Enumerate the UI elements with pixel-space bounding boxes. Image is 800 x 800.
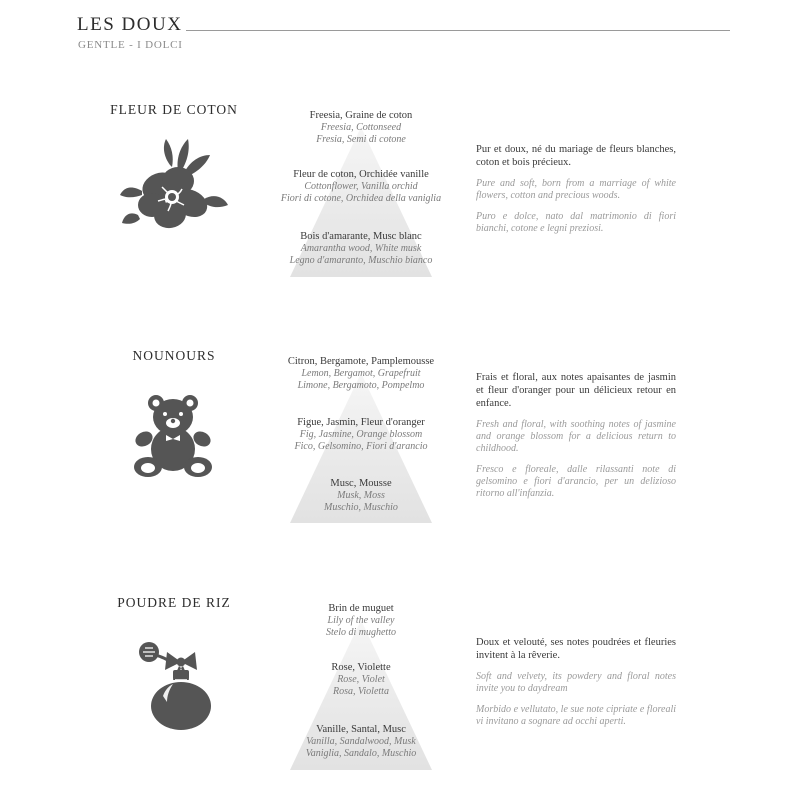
note-fr: Brin de muguet bbox=[328, 603, 394, 614]
perfume-atomizer-icon bbox=[135, 636, 225, 732]
section-title: NOUNOURS bbox=[132, 348, 216, 363]
note-it: Muschio, Muschio bbox=[324, 502, 398, 513]
header-divider bbox=[186, 30, 730, 31]
section-fleur-de-coton bbox=[0, 97, 800, 277]
description-fr: Frais et floral, aux notes apaisantes de jasmin et fleur d'oranger pour un délicieux retour en enfance. bbox=[476, 372, 676, 409]
note-fr: Vanille, Santal, Musc bbox=[316, 724, 406, 735]
note-en: Lily of the valley bbox=[327, 615, 395, 626]
note-en: Cottonflower, Vanilla orchid bbox=[304, 181, 418, 192]
note-it: Rosa, Violetta bbox=[333, 686, 389, 697]
description-en: Fresh and floral, with soothing notes of jasmine and orange blossom for a delicious return to childhood. bbox=[476, 419, 676, 454]
note-it: Legno d'amaranto, Muschio bianco bbox=[289, 255, 433, 266]
note-en: Freesia, Cottonseed bbox=[320, 122, 402, 133]
heart-notes bbox=[250, 417, 472, 453]
base-notes bbox=[250, 231, 472, 267]
note-fr: Rose, Violette bbox=[331, 662, 391, 673]
top-notes bbox=[250, 110, 472, 146]
top-notes bbox=[250, 356, 472, 392]
note-en: Amarantha wood, White musk bbox=[300, 243, 422, 254]
description bbox=[476, 636, 676, 737]
base-notes bbox=[250, 724, 472, 760]
description-it: Morbido e vellutato, le sue note cipriate e floreali vi invitano a sognare ad occhi aperti. bbox=[476, 704, 676, 727]
note-it: Fico, Gelsomino, Fiori d'arancio bbox=[294, 441, 428, 452]
note-fr: Figue, Jasmin, Fleur d'oranger bbox=[297, 417, 425, 428]
description-en: Pure and soft, born from a marriage of white flowers, cotton and precious woods. bbox=[476, 178, 676, 201]
flower-icon bbox=[118, 131, 230, 243]
top-notes bbox=[250, 603, 472, 639]
section-poudre-de-riz bbox=[0, 590, 800, 770]
note-it: Vaniglia, Sandalo, Muschio bbox=[305, 748, 417, 759]
note-fr: Fleur de coton, Orchidée vanille bbox=[293, 169, 429, 180]
note-fr: Freesia, Graine de coton bbox=[309, 110, 413, 121]
description-it: Puro e dolce, nato dal matrimonio di fiori bianchi, cotone e legni preziosi. bbox=[476, 211, 676, 234]
note-fr: Citron, Bergamote, Pamplemousse bbox=[287, 356, 435, 367]
note-fr: Bois d'amarante, Musc blanc bbox=[300, 231, 422, 242]
section-nounours bbox=[0, 343, 800, 523]
description-en: Soft and velvety, its powdery and floral notes invite you to daydream bbox=[476, 671, 676, 694]
note-en: Rose, Violet bbox=[337, 674, 385, 685]
note-fr: Musc, Mousse bbox=[330, 478, 392, 489]
page-subtitle: GENTLE - I DOLCI bbox=[78, 39, 183, 51]
note-it: Limone, Bergamoto, Pompelmo bbox=[297, 380, 425, 391]
description-fr: Pur et doux, né du mariage de fleurs blanches, coton et bois précieux. bbox=[476, 144, 676, 168]
teddy-bear-icon bbox=[130, 393, 216, 479]
base-notes bbox=[250, 478, 472, 514]
note-it: Stelo di mughetto bbox=[326, 627, 396, 638]
description-fr: Doux et velouté, ses notes poudrées et fleuries invitent à la rêverie. bbox=[476, 637, 676, 661]
section-title: FLEUR DE COTON bbox=[110, 102, 238, 117]
note-en: Musk, Moss bbox=[337, 490, 385, 501]
description-it: Fresco e floreale, dalle rilassanti note di gelsomino e fiori d'arancio, per un delizioso ritorno all'infanzia. bbox=[476, 464, 676, 499]
description bbox=[476, 143, 676, 244]
section-title: POUDRE DE RIZ bbox=[117, 595, 231, 610]
page-title: LES DOUX bbox=[77, 14, 183, 35]
note-en: Lemon, Bergamot, Grapefruit bbox=[301, 368, 421, 379]
heart-notes bbox=[250, 169, 472, 205]
note-en: Fig, Jasmine, Orange blossom bbox=[299, 429, 423, 440]
note-it: Fiori di cotone, Orchidea della vaniglia bbox=[280, 193, 442, 204]
note-en: Vanilla, Sandalwood, Musk bbox=[306, 736, 416, 747]
heart-notes bbox=[250, 662, 472, 698]
note-it: Fresia, Semi di cotone bbox=[316, 134, 406, 145]
description bbox=[476, 371, 676, 509]
